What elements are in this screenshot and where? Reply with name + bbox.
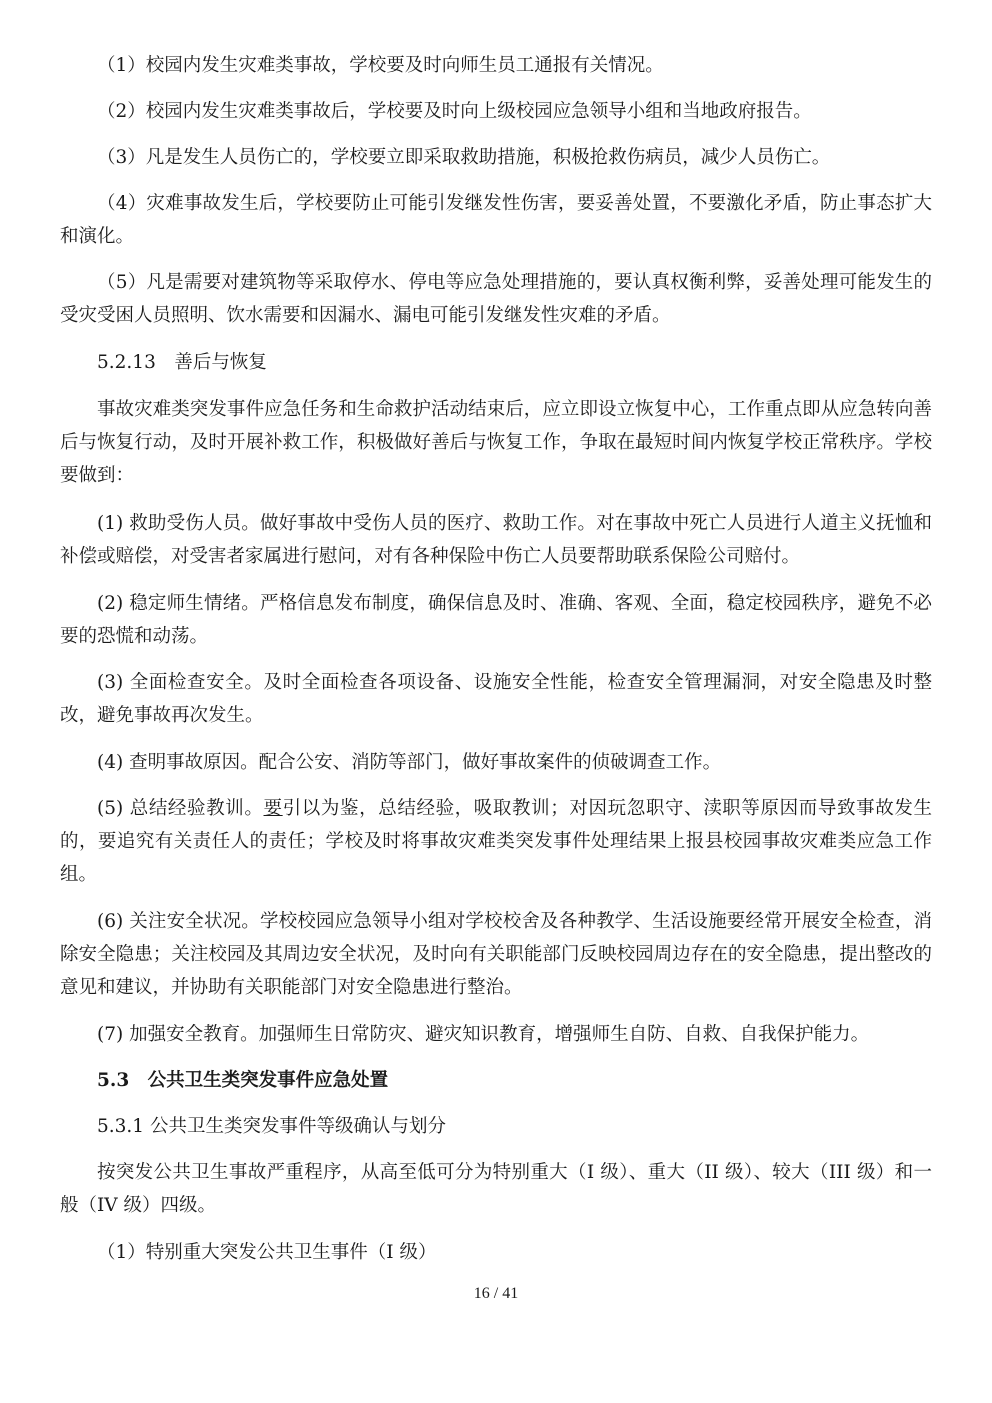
list-item-3: (3) 全面检查安全。及时全面检查各项设备、设施安全性能，检查安全管理漏洞，对安全隐患及时整改，避免事故再次发生。 [60, 672, 932, 726]
paragraph-5: （5）凡是需要对建筑物等采取停水、停电等应急处理措施的，要认真权衡利弊，妥善处理可能发生的受灾受困人员照明、饮水需要和因漏水、漏电可能引发继发性灾难的矛盾。 [60, 272, 932, 326]
list-item-2: (2) 稳定师生情绪。严格信息发布制度，确保信息及时、准确、客观、全面，稳定校园秩序，避免不必要的恐慌和动荡。 [60, 593, 932, 647]
paragraph-1: （1）校园内发生灾难类事故，学校要及时向师生员工通报有关情况。 [97, 55, 664, 76]
list-item-5-lead: (5) 总结经验教训。 [97, 798, 264, 819]
underlined-text: 要 [263, 798, 283, 819]
list-item-7: (7) 加强安全教育。加强师生日常防灾、避灾知识教育，增强师生自防、自救、自我保护能力。 [97, 1024, 870, 1045]
page-number: 16 / 41 [473, 1285, 519, 1302]
list-item-1: (1) 救助受伤人员。做好事故中受伤人员的医疗、救助工作。对在事故中死亡人员进行人道主义抚恤和补偿或赔偿，对受害者家属进行慰问，对有各种保险中伤亡人员要帮助联系保险公司赔付。 [60, 513, 932, 567]
paragraph-3: （3）凡是发生人员伤亡的，学校要立即采取救助措施，积极抢救伤病员，减少人员伤亡。 [97, 147, 831, 168]
list-item-5 [60, 792, 932, 891]
section-intro-5-2-13: 事故灾难类突发事件应急任务和生命救护活动结束后，应立即设立恢复中心，工作重点即从应急转向善后与恢复行动，及时开展补救工作，积极做好善后与恢复工作，争取在最短时间内恢复学校正常秩序。学校要做到： [60, 399, 932, 486]
paragraph-4: （4）灾难事故发生后，学校要防止可能引发继发性伤害，要妥善处置，不要激化矛盾，防止事态扩大和演化。 [60, 193, 932, 247]
list-item-5-rest: 引以为鉴，总结经验，吸取教训；对因玩忽职守、渎职等原因而导致事故发生的，要追究有关责任人的责任；学校及时将事故灾难类突发事件处理结果上报县校园事故灾难类应急工作组。 [60, 798, 932, 885]
section-heading-5-3-1: 5.3.1 公共卫生类突发事件等级确认与划分 [97, 1116, 446, 1137]
section-heading-5-3: 5.3 公共卫生类突发事件应急处置 [97, 1070, 389, 1091]
list-item-6: (6) 关注安全状况。学校校园应急领导小组对学校校舍及各种教学、生活设施要经常开展安全检查，消除安全隐患；关注校园及其周边安全状况，及时向有关职能部门反映校园周边存在的安全隐患，提出整改的意见和建议，并协助有关职能部门对安全隐患进行整治。 [60, 911, 932, 998]
section-heading-5-2-13: 5.2.13 善后与恢复 [97, 352, 267, 373]
level-item-1: （1）特别重大突发公共卫生事件（I 级） [97, 1242, 437, 1263]
section-intro-5-3-1: 按突发公共卫生事故严重程序，从高至低可分为特别重大（I 级）、重大（II 级）、较大（III 级）和一般（IV 级）四级。 [60, 1162, 932, 1216]
paragraph-2: （2）校园内发生灾难类事故后，学校要及时向上级校园应急领导小组和当地政府报告。 [97, 101, 812, 122]
list-item-4: (4) 查明事故原因。配合公安、消防等部门，做好事故案件的侦破调查工作。 [97, 752, 722, 773]
